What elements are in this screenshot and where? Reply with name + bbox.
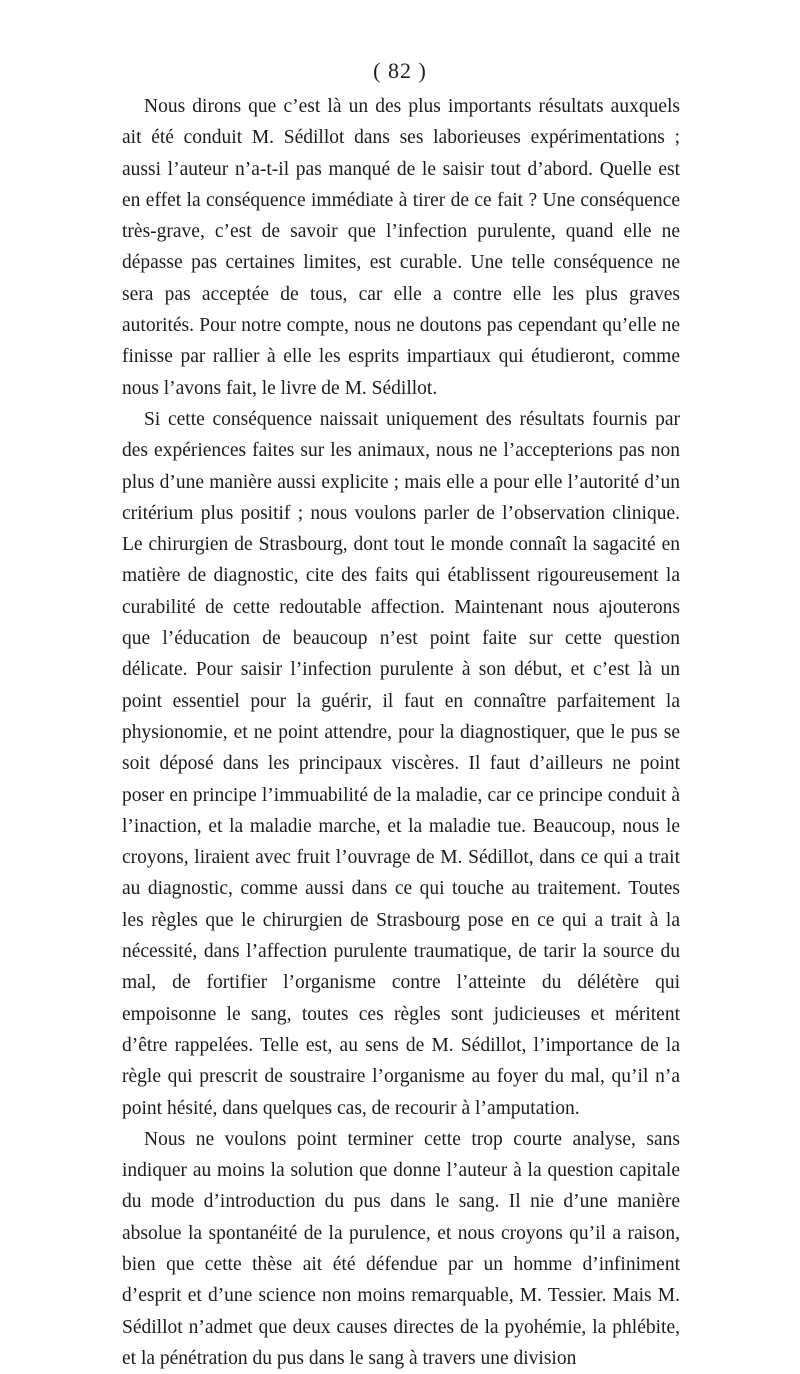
body-text — [122, 91, 680, 1374]
page-number: ( 82 ) — [373, 58, 427, 83]
paragraph-1: Nous dirons que c’est là un des plus importants résultats auxquels ait été conduit M. Sédillot dans ses laborieuses expérimentations ; aussi l’auteur n’a-t-il pas manqué de le saisir tout d’abord. Quelle est en effet la conséquence immédiate à tirer de ce fait ? Une conséquence très-grave, c’est de savoir que l’infection purulente, quand elle ne dépasse pas certaines limites, est curable. Une telle conséquence ne sera pas acceptée de tous, car elle a contre elle les plus graves autorités. Pour notre compte, nous ne doutons pas cependant qu’elle ne finisse par rallier à elle les esprits impartiaux qui étudieront, comme nous l’avons fait, le livre de M. Sédillot. — [122, 96, 680, 399]
paragraph-3: Nous ne voulons point terminer cette trop courte analyse, sans indiquer au moins la solution que donne l’auteur à la question capitale du mode d’introduction du pus dans le sang. Il nie d’une manière absolue la spontanéité de la purulence, et nous croyons qu’il a raison, bien que cette thèse ait été défendue par un homme d’infiniment d’esprit et d’une science non moins remarquable, M. Tessier. Mais M. Sédillot n’admet que deux causes directes de la pyohémie, la phlébite, et la pénétration du pus dans le sang à travers une division — [122, 1128, 680, 1369]
paragraph-2: Si cette conséquence naissait uniquement des résultats fournis par des expériences faites sur les animaux, nous ne l’accepterions pas non plus d’une manière aussi explicite ; mais elle a pour elle l’autorité d’un critérium plus positif ; nous voulons parler de l’observation clinique. Le chirurgien de Strasbourg, dont tout le monde connaît la sagacité en matière de diagnostic, cite des faits qui établissent rigoureusement la curabilité de cette redoutable affection. Maintenant nous ajouterons que l’éducation de beaucoup n’est point faite sur cette question délicate. Pour saisir l’infection purulente à son début, et c’est là un point essentiel pour la guérir, il faut en connaître parfaitement la physionomie, et ne point attendre, pour la diagnostiquer, que le pus se soit déposé dans les principaux viscères. Il faut d’ailleurs ne point poser en principe l’immuabilité de la maladie, car ce principe conduit à l’inaction, et la maladie marche, et la maladie tue. Beaucoup, nous le croyons, liraient avec fruit l’ouvrage de M. Sédillot, dans ce qui a trait au diagnostic, comme aussi dans ce qui touche au traitement. Toutes les règles que le chirurgien de Strasbourg pose en ce qui a trait à la nécessité, dans l’affection purulente traumatique, de tarir la source du mal, de fortifier l’organisme contre l’atteinte du délétère qui empoisonne le sang, toutes ces règles sont judicieuses et méritent d’être rappelées. Telle est, au sens de M. Sédillot, l’importance de la règle qui prescrit de soustraire l’organisme au foyer du mal, qu’il n’a point hésité, dans quelques cas, de recourir à l’amputation. — [122, 408, 680, 1119]
